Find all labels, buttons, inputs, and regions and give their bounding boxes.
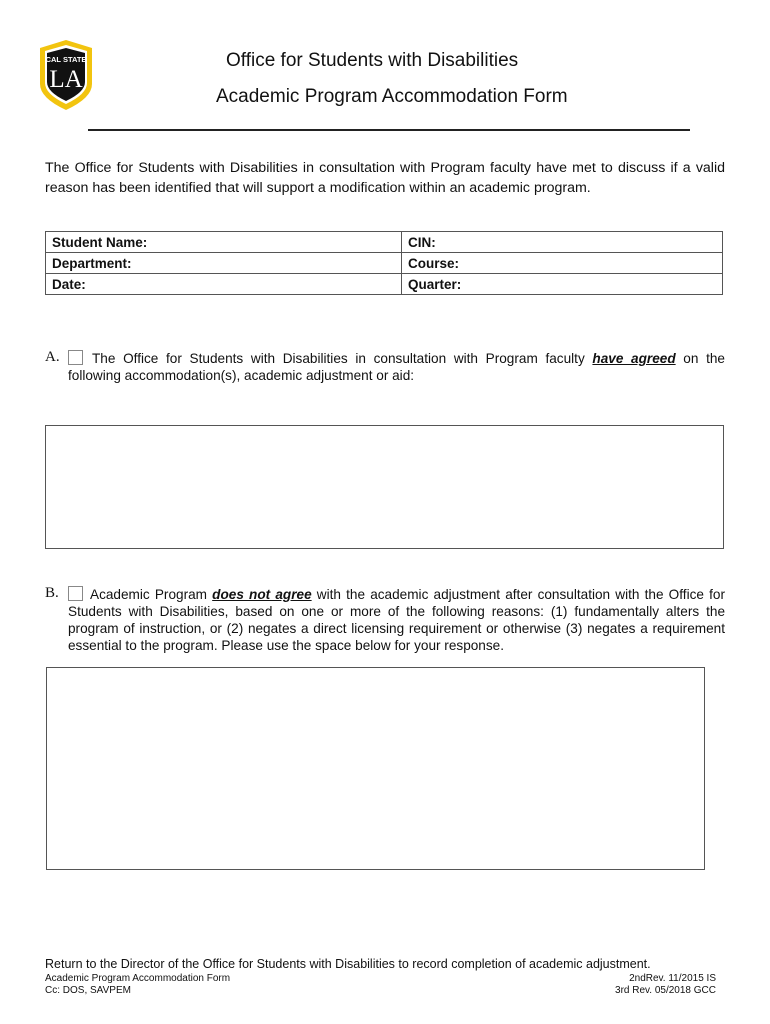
table-row [46,274,723,295]
section-b-response-box[interactable] [46,667,705,870]
footer-cc: Cc: DOS, SAVPEM [45,985,131,996]
section-a-response-box[interactable] [45,425,724,549]
quarter-field[interactable]: Quarter: [402,274,723,295]
section-b-text [68,586,725,654]
footer-left [45,973,230,997]
header-divider [88,129,690,131]
section-a-text [68,350,725,384]
footer-rev-2: 2ndRev. 11/2015 IS [629,973,716,984]
return-note: Return to the Director of the Office for Students with Disabilities to record completion of academic adjustment. [45,957,651,971]
footer-rev-3: 3rd Rev. 05/2018 GCC [615,985,716,996]
department-field[interactable]: Department: [46,253,402,274]
title-line-1: Office for Students with Disabilities [226,50,519,71]
section-a-emphasis: have agreed [592,351,676,366]
section-a-text-before: The Office for Students with Disabilities in consultation with Program faculty [92,351,593,366]
intro-paragraph: The Office for Students with Disabilities in consultation with Program faculty have met to discuss if a valid reason has been identified that will support a modification within an academic program. [45,160,725,196]
title-line-2: Academic Program Accommodation Form [216,86,568,107]
section-a-letter: A. [45,349,60,365]
cal-state-la-logo [36,38,96,112]
section-a-text-after: on the following accommodation(s), academic adjustment or aid: [68,351,725,383]
student-info-table [45,231,723,295]
date-field[interactable]: Date: [46,274,402,295]
course-field[interactable]: Course: [402,253,723,274]
student-name-field[interactable]: Student Name: [46,232,402,253]
section-b-letter: B. [45,585,59,601]
section-b-emphasis: does not agree [212,587,312,602]
logo-text-top: CAL STATE [45,55,87,64]
section-b-text-after: with the academic adjustment after consultation with the Office for Students with Disabilities, based on one or more of the following reasons: (1) fundamentally alters the program of instruction, or (2) negates a direct licensing requirement or otherwise (3) negates a requirement essential to the program. Please use the space below for your response. [68,587,725,653]
logo-text-main: LA [49,66,83,93]
footer-right [600,973,716,997]
footer-form-name: Academic Program Accommodation Form [45,973,231,984]
table-row [46,253,723,274]
table-row [46,232,723,253]
section-b-text-before: Academic Program [90,587,213,602]
cin-field[interactable]: CIN: [402,232,723,253]
